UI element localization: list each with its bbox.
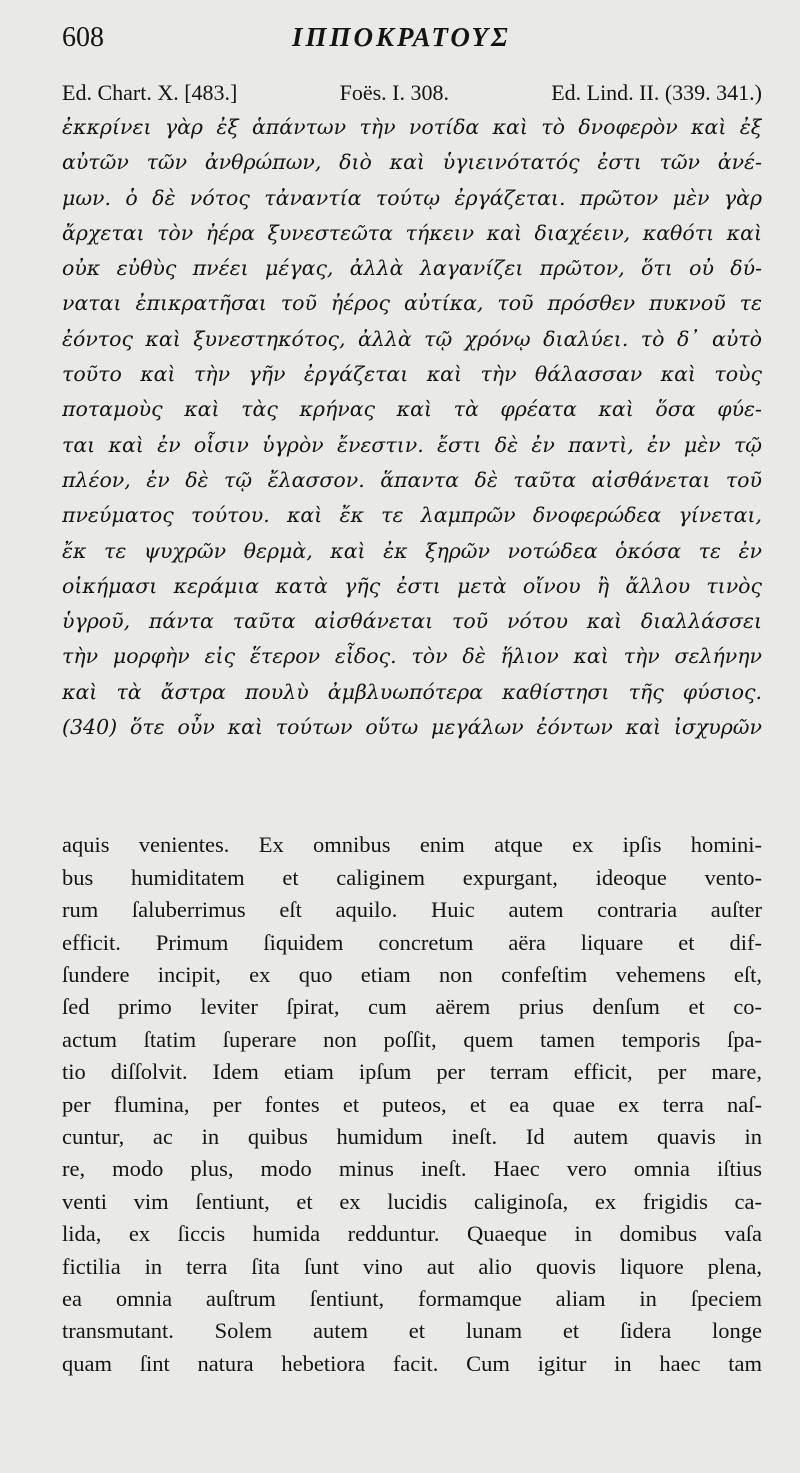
latin-line: transmutant. Solem autem et lunam et ſidera longe: [62, 1318, 762, 1344]
greek-line: ται καὶ ἐν οἷσιν ὑγρὸν ἔνεστιν. ἔστι δὲ ἐν παντὶ, ἐν μὲν τῷ: [62, 432, 762, 457]
latin-line: ea omnia auſtrum ſentiunt, formamque aliam in ſpeciem: [62, 1286, 762, 1312]
greek-line: (340) ὅτε οὖν καὶ τούτων οὕτω μεγάλων ἐόντων καὶ ἰσχυρῶν: [62, 715, 762, 740]
greek-line: οἰκήμασι κεράμια κατὰ γῆς ἐστι μετὰ οἴνου ἢ ἄλλου τινὸς: [62, 573, 762, 598]
latin-line: lida, ex ſiccis humida redduntur. Quaeque in domibus vaſa: [62, 1221, 762, 1247]
latin-text-block: [62, 829, 762, 1380]
greek-line: ἐκκρίνει γὰρ ἐξ ἁπάντων τὴν νοτίδα καὶ τὸ δνοφερὸν καὶ ἐξ: [62, 115, 762, 139]
greek-line: ἔκ τε ψυχρῶν θερμὰ, καὶ ἐκ ξηρῶν νοτώδεα ὁκόσα τε ἐν: [62, 538, 762, 563]
edition-lind-ref: Ed. Lind. II. (339. 341.): [551, 80, 762, 105]
latin-line: ſed primo leviter ſpirat, cum aërem prius denſum et co-: [62, 994, 762, 1020]
greek-line: πλέον, ἐν δὲ τῷ ἔλασσον. ἅπαντα δὲ ταῦτα αἰσθάνεται τοῦ: [62, 467, 762, 492]
section-gap: [62, 745, 762, 829]
greek-line: ὑγροῦ, πάντα ταῦτα αἰσθάνεται τοῦ νότου καὶ διαλλάσσει: [62, 609, 762, 634]
latin-line: quam ſint natura hebetiora facit. Cum igitur in haec tam: [62, 1350, 762, 1376]
greek-line: τὴν μορφὴν εἰς ἕτερον εἶδος. τὸν δὲ ἥλιον καὶ τὴν σελήνην: [62, 644, 762, 669]
running-title: ΙΠΠΟΚΡΑΤΟΥΣ: [292, 22, 511, 52]
greek-line: καὶ τὰ ἄστρα πουλὺ ἀμβλυωπότερα καθίστησι τῆς φύσιος.: [62, 679, 762, 704]
page-number: 608: [62, 22, 104, 53]
greek-line: ναται ἐπικρατῆσαι τοῦ ἠέρος αὐτίκα, τοῦ πρόσθεν πυκνοῦ τε: [62, 291, 762, 316]
latin-line: ſundere incipit, ex quo etiam non confeſtim vehemens eſt,: [62, 961, 762, 987]
greek-line: ἄρχεται τὸν ἠέρα ξυνεστεῶτα τήκειν καὶ διαχέειν, καθότι καὶ: [62, 220, 762, 245]
latin-line: re, modo plus, modo minus ineſt. Haec vero omnia iſtius: [62, 1156, 762, 1182]
greek-line: αὐτῶν τῶν ἀνθρώπων, διὸ καὶ ὑγιεινότατός ἐστι τῶν ἀνέ-: [62, 150, 762, 175]
latin-line: bus humiditatem et caliginem expurgant, ideoque vento-: [62, 864, 762, 890]
latin-line: tio diſſolvit. Idem etiam ipſum per terram efficit, per mare,: [62, 1059, 762, 1085]
latin-line: venti vim ſentiunt, et ex lucidis caliginoſa, ex frigidis ca-: [62, 1188, 762, 1214]
edition-references: [62, 80, 762, 110]
greek-line: πνεύματος τούτου. καὶ ἔκ τε λαμπρῶν δνοφερώδεα γίνεται,: [62, 503, 762, 528]
latin-line: actum ſtatim ſuperare non poſſit, quem tamen temporis ſpa-: [62, 1026, 762, 1052]
edition-chart-ref: Ed. Chart. X. [483.]: [62, 80, 238, 105]
latin-line: efficit. Primum ſiquidem concretum aëra liquare et dif-: [62, 929, 762, 955]
greek-line: ποταμοὺς καὶ τὰς κρήνας καὶ τὰ φρέατα καὶ ὅσα φύε-: [62, 397, 762, 422]
latin-line: rum ſaluberrimus eſt aquilo. Huic autem contraria auſter: [62, 897, 762, 923]
greek-text-block: [62, 110, 762, 745]
latin-line: aquis venientes. Ex omnibus enim atque ex ipſis homini-: [62, 832, 762, 858]
latin-line: fictilia in terra ſita ſunt vino aut alio quovis liquore plena,: [62, 1253, 762, 1279]
edition-foes-ref: Foës. I. 308.: [339, 80, 449, 105]
greek-line: μων. ὁ δὲ νότος τἀναντία τούτῳ ἐργάζεται. πρῶτον μὲν γὰρ: [62, 185, 762, 210]
greek-line: ἐόντος καὶ ξυνεστηκότος, ἀλλὰ τῷ χρόνῳ διαλύει. τὸ δ᾽ αὐτὸ: [62, 326, 762, 351]
latin-line: cuntur, ac in quibus humidum ineſt. Id autem quavis in: [62, 1124, 762, 1149]
page-header: [62, 22, 762, 70]
latin-line: per flumina, per fontes et puteos, et ea quae ex terra naſ-: [62, 1091, 762, 1117]
greek-line: τοῦτο καὶ τὴν γῆν ἐργάζεται καὶ τὴν θάλασσαν καὶ τοὺς: [62, 362, 762, 387]
greek-line: οὐκ εὐθὺς πνέει μέγας, ἀλλὰ λαγανίζει πρῶτον, ὅτι οὐ δύ-: [62, 256, 762, 281]
